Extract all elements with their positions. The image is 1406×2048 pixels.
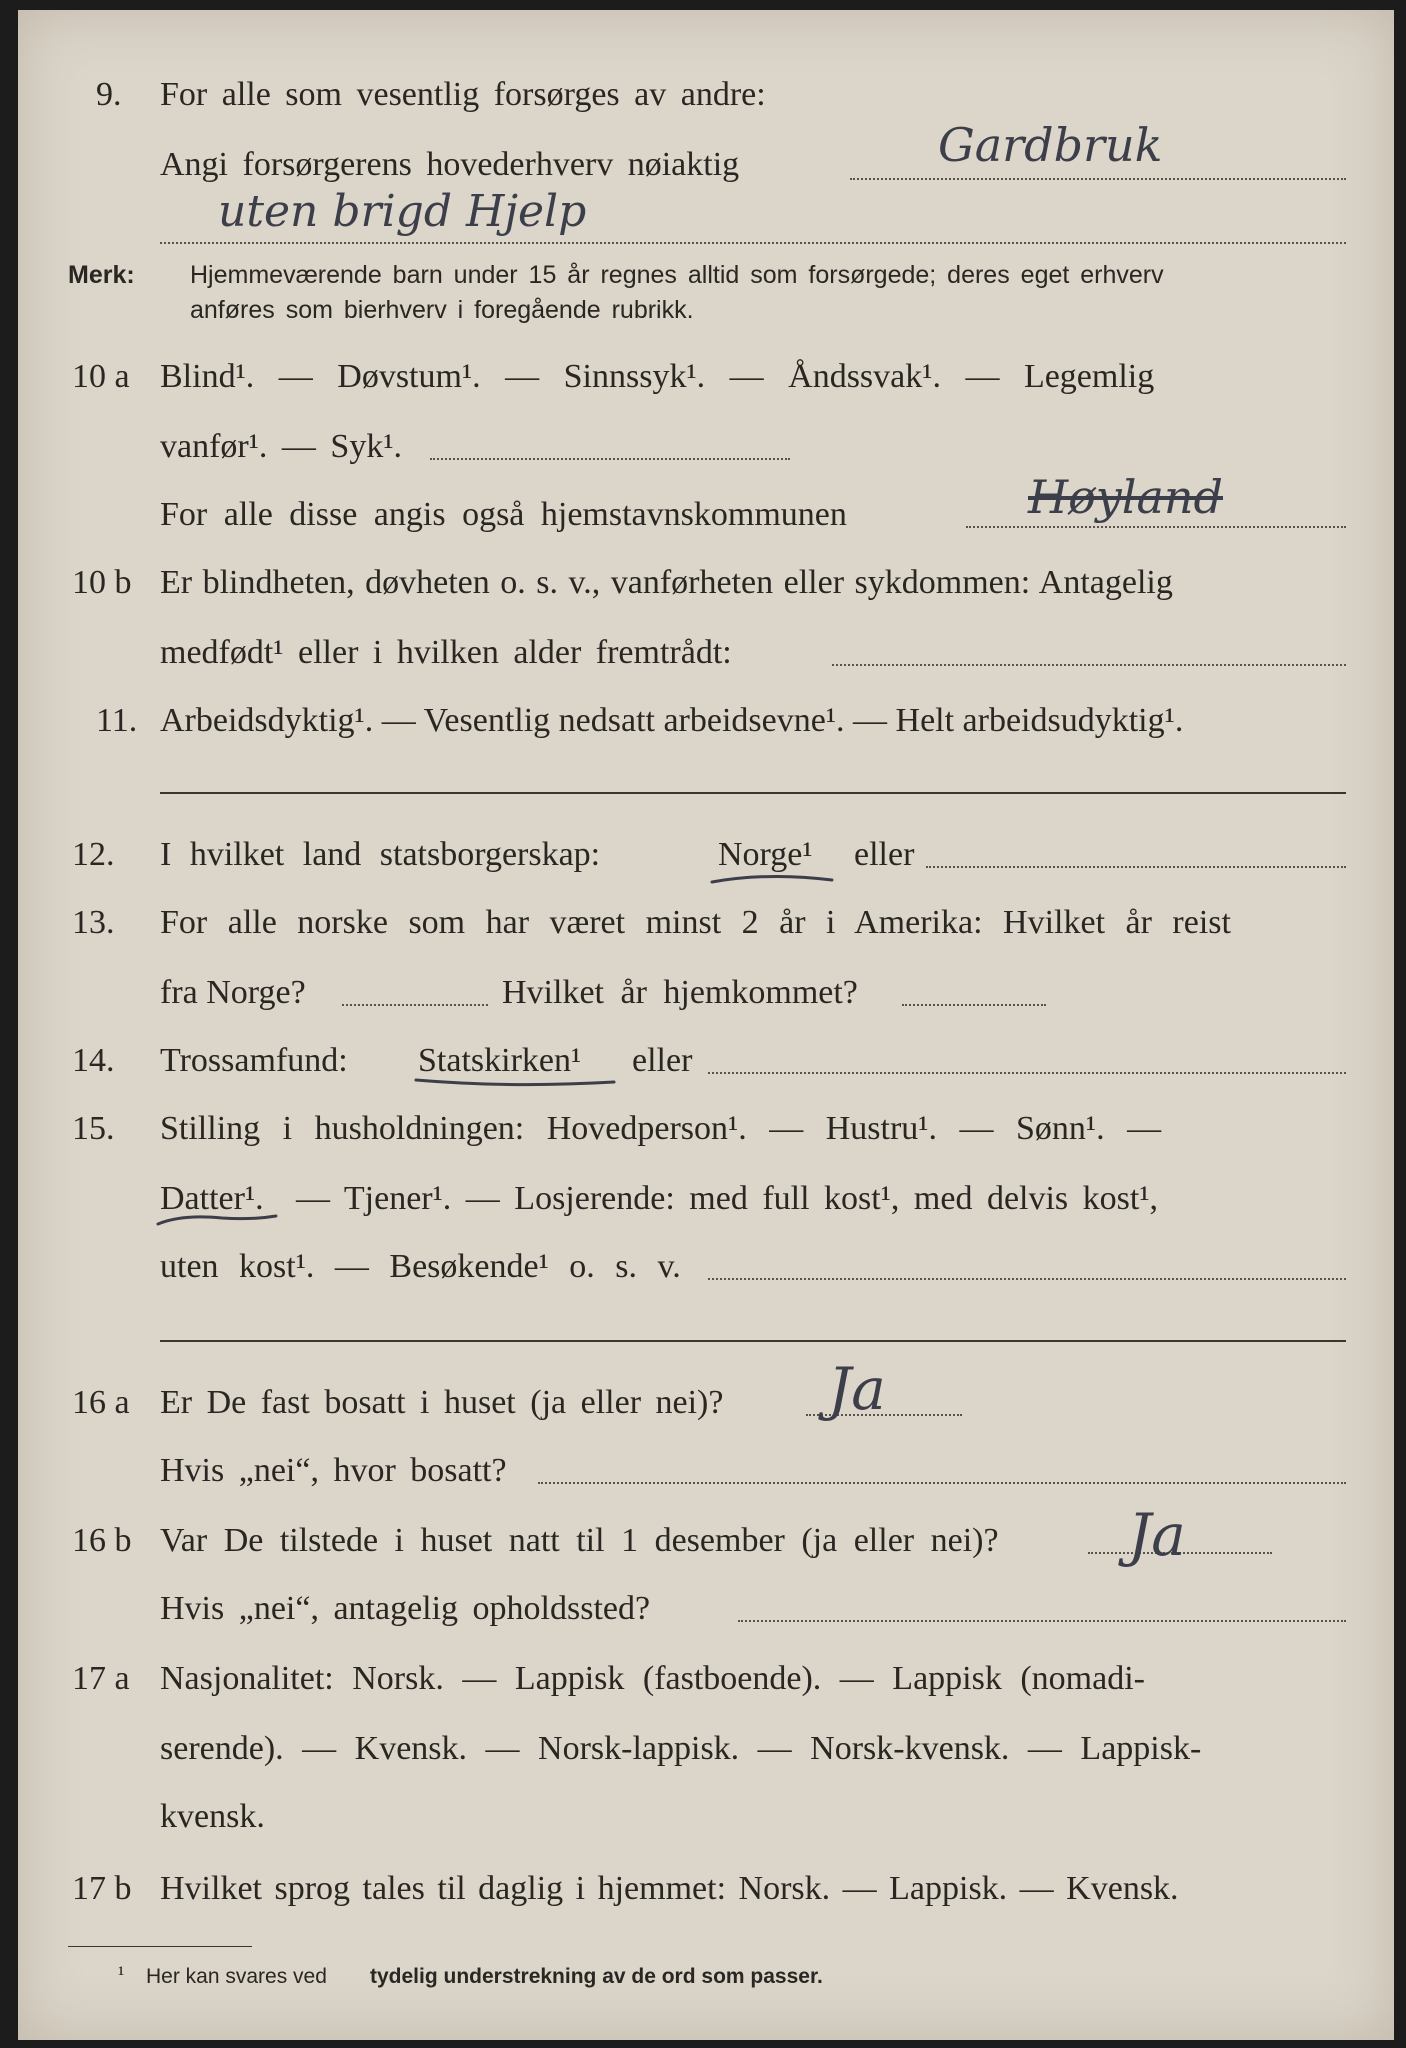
q9-line2: Angi forsørgerens hovederhverv nøiaktig	[160, 146, 740, 183]
q16b-line1: Var De tilstede i huset natt til 1 desember (ja eller nei)?	[160, 1522, 999, 1559]
q13-line2b: Hvilket år hjemkommet?	[502, 974, 858, 1011]
q17a-line1: Nasjonalitet: Norsk. — Lappisk (fastboende). — Lappisk (nomadi-	[160, 1660, 1145, 1697]
q15-datter-underline	[152, 1210, 282, 1232]
merk-line1: Hjemmeværende barn under 15 år regnes alltid som forsørgede; deres eget erhverv	[190, 261, 1164, 289]
q15-answer-line	[708, 1278, 1346, 1280]
q12-prefix: I hvilket land statsborgerskap:	[160, 836, 601, 873]
merk-line2: anføres som bierhverv i foregående rubrikk.	[190, 296, 694, 324]
footnote-separator	[68, 1946, 252, 1947]
q17b-number: 17 b	[72, 1870, 132, 1907]
q9-answer-line1	[850, 178, 1346, 180]
q17b-line1: Hvilket sprog tales til daglig i hjemmet: Norsk. — Lappisk. — Kvensk.	[160, 1870, 1179, 1907]
q10a-syk-line	[430, 458, 790, 460]
q16a-line2: Hvis „nei“, hvor bosatt?	[160, 1452, 507, 1489]
q12-suffix: eller	[854, 836, 915, 873]
q17a-number: 17 a	[72, 1660, 130, 1697]
q16b-number: 16 b	[72, 1522, 132, 1559]
q16b-handwritten-answer: Ja	[1128, 1501, 1186, 1569]
q14-suffix: eller	[632, 1042, 693, 1079]
q13-number: 13.	[72, 904, 115, 941]
footnote-text-bold: tydelig understrekning av de ord som passer.	[370, 1965, 823, 1988]
q10a-line2: vanfør¹. — Syk¹.	[160, 428, 403, 465]
q10b-number: 10 b	[72, 564, 132, 601]
q15-line3: uten kost¹. — Besøkende¹ o. s. v.	[160, 1248, 681, 1285]
q10b-line2: medfødt¹ eller i hvilken alder fremtrådt:	[160, 634, 732, 671]
q13-reist-line	[342, 1004, 488, 1006]
q13-line2a: fra Norge?	[160, 974, 306, 1011]
footnote-mark: ¹	[118, 1962, 125, 1986]
q10a-number: 10 a	[72, 358, 130, 395]
q10a-handwritten-answer: Høyland	[1028, 470, 1224, 524]
q10b-answer-line	[832, 664, 1346, 666]
q16b-line2: Hvis „nei“, antagelig opholdssted?	[160, 1590, 651, 1627]
q15-datter: Datter¹.	[160, 1180, 264, 1217]
q14-prefix: Trossamfund:	[160, 1042, 348, 1079]
q9-handwritten-answer2: uten brigd Hjelp	[218, 186, 587, 237]
q14-number: 14.	[72, 1042, 115, 1079]
q17a-line3: kvensk.	[160, 1798, 265, 1835]
q15-answer-rule	[160, 1340, 1346, 1342]
q12-norge: Norge¹	[718, 836, 813, 873]
merk-label: Merk:	[68, 261, 135, 289]
q11-line1: Arbeidsdyktig¹. — Vesentlig nedsatt arbeidsevne¹. — Helt arbeidsudyktig¹.	[160, 702, 1184, 739]
q16a-line1: Er De fast bosatt i huset (ja eller nei)?	[160, 1384, 724, 1421]
q15-line1: Stilling i husholdningen: Hovedperson¹. — Hustru¹. — Sønn¹. —	[160, 1110, 1162, 1147]
q15-line2: — Tjener¹. — Losjerende: med full kost¹, med delvis kost¹,	[296, 1180, 1159, 1217]
q11-answer-rule	[160, 792, 1346, 794]
q13-hjemkommet-line	[902, 1004, 1046, 1006]
q16b-opholdssted-line	[738, 1620, 1346, 1622]
q16a-handwritten-answer: Ja	[828, 1355, 886, 1423]
q14-statskirken-underline	[410, 1072, 620, 1092]
census-form-page	[18, 10, 1394, 2040]
q11-number: 11.	[96, 702, 138, 739]
q10b-line1: Er blindheten, døvheten o. s. v., vanførheten eller sykdommen: Antagelig	[160, 564, 1173, 601]
footnote-text-plain: Her kan svares ved	[146, 1965, 327, 1988]
q9-number: 9.	[96, 76, 122, 113]
q15-number: 15.	[72, 1110, 115, 1147]
q12-number: 12.	[72, 836, 115, 873]
q14-statskirken: Statskirken¹	[418, 1042, 582, 1079]
q10a-line1: Blind¹. — Døvstum¹. — Sinnssyk¹. — Åndssvak¹. — Legemlig	[160, 358, 1155, 395]
q12-norge-underline	[708, 870, 838, 890]
q16a-bosatt-line	[538, 1482, 1346, 1484]
q14-answer-line	[708, 1072, 1346, 1074]
q12-answer-line	[926, 866, 1346, 868]
q9-handwritten-answer1: Gardbruk	[938, 118, 1163, 172]
q10a-line3: For alle disse angis også hjemstavnskommunen	[160, 496, 847, 533]
q9-answer-line2	[160, 242, 1346, 244]
q9-line1: For alle som vesentlig forsørges av andre:	[160, 76, 766, 113]
q13-line1: For alle norske som har været minst 2 år i Amerika: Hvilket år reist	[160, 904, 1231, 941]
q17a-line2: serende). — Kvensk. — Norsk-lappisk. — Norsk-kvensk. — Lappisk-	[160, 1730, 1202, 1767]
q16a-number: 16 a	[72, 1384, 130, 1421]
q10a-answer-line	[966, 526, 1346, 528]
